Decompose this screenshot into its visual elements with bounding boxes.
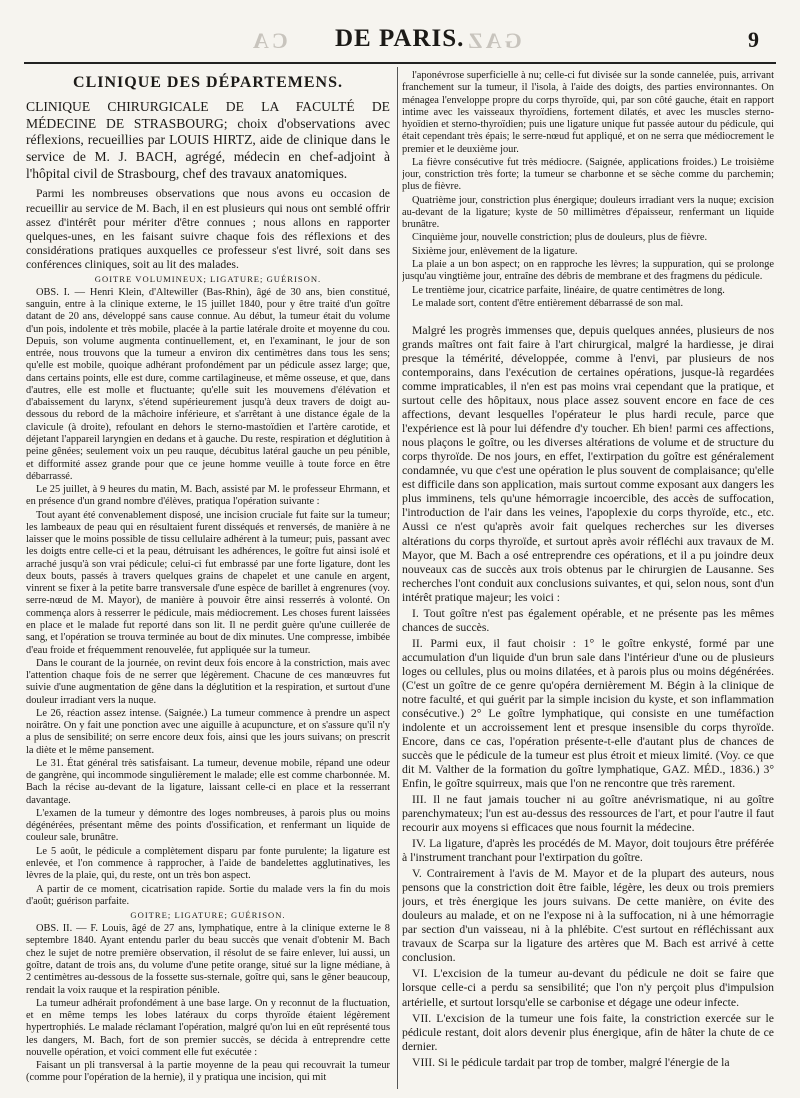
left-column xyxy=(26,70,390,1092)
conclusion-item: I. Tout goître n'est pas également opérable, et ne présente pas les mêmes chances de succès. xyxy=(402,606,774,634)
column-divider xyxy=(397,67,398,1089)
paragraph: Sixième jour, enlèvement de la ligature. xyxy=(412,245,578,257)
intro-paragraph: Parmi les nombreuses observations que nous avons eu occasion de recueillir au service de M. Bach, il en est plusieurs qui nous ont semblé offrir assez d'intérêt pour mériter d'être connues ; nous allons en rapporter quelques-unes, en les faisant suivre chaque fois des réflexions et des considérations pratiques auxquelles ce professeur s'est livré, soit dans ses conférences cliniques, soit au lit des malades. xyxy=(26,187,390,271)
paragraph: Le trentième jour, cicatrice parfaite, linéaire, de quatre centimètres de long. xyxy=(412,284,725,296)
paragraph: Le 31. État général très satisfaisant. La tumeur, devenue mobile, répand une odeur de gangrène, qui incommode singulièrement le malade; elle est comme charbonnée. M. Bach la récise au-devant de la ligature, laissant celle-ci en place et la resserrant davantage. xyxy=(26,757,390,806)
paragraph: Quatrième jour, constriction plus énergique; douleurs irradiant vers la nuque; excision au-devant de la ligature; kyste de 50 millimètres d'épaisseur, renfermant un liquide brunâtre. xyxy=(402,194,774,231)
paragraph: Cinquième jour, nouvelle constriction; plus de douleurs, plus de fièvre. xyxy=(412,232,708,244)
conclusion-item: IV. La ligature, d'après les procédés de M. Mayor, doit toujours être préférée à l'instrument tranchant pour l'extirpation du goître. xyxy=(402,837,774,865)
header-rule xyxy=(24,62,776,64)
running-title: DE PARIS. xyxy=(335,25,465,52)
conclusion-item: VII. L'excision de la tumeur une fois faite, la constriction exercée sur le pédicule restant, doit alors devenir plus énergique, afin de hâter la chute de ce dernier. xyxy=(402,1011,774,1053)
paragraph: Le malade sort, content d'être entièrement débarrassé de son mal. xyxy=(412,297,684,309)
paragraph: Le 5 août, le pédicule a complètement disparu par fonte purulente; la ligature est enlevée, et l'on commence à rapprocher, à l'aide de bandelettes agglutinatives, les lèvres de la plaie, qui, du reste, ont un très bon aspect. xyxy=(26,845,390,882)
show-through-text-right: GAZ xyxy=(465,28,522,53)
conclusion-item: II. Parmi eux, il faut choisir : 1° le goître enkysté, formé par une accumulation d'un liquide d'un brun sale dans l'intérieur d'une ou de plusieurs loges ou cellules, plus ou moins dilatées, et à parois plus ou moins dégénérées. (C'est un goître de ce genre qu'opéra dernièrement M. Bégin à la clinique de notre faculté, et qui guérit par la simple incision du kyste, et son inflammation consécutive.) 2° Le goître lymphatique, qui consiste en une tuméfaction indolente et un accroissement lent et presque insensible du corps thyroïde. Encore, dans ce cas, l'opération présente-t-elle d'autant plus de chances de succès que le pédicule de la tumeur est plus étroit et mieux limité. (Voy. ce que dit M. Valther de la formation du goître lymphatique, GAZ. MÉD., 1836.) 3° Enfin, le goître squirreux, mais que l'on ne rencontre que très rarement. xyxy=(402,636,774,791)
case-subheading: GOITRE VOLUMINEUX; LIGATURE; GUÉRISON. xyxy=(94,273,322,284)
right-column xyxy=(402,70,774,1092)
paragraph: A partir de ce moment, cicatrisation rapide. Sortie du malade vers la fin du mois d'août; guérison parfaite. xyxy=(26,883,390,907)
paragraph: La plaie a un bon aspect; on en rapproche les lèvres; la suppuration, qui se prolonge jusqu'au vingtième jour, entraîne des débris de membrane et des fragmens du pédicule. xyxy=(402,258,774,283)
conclusion-item: VIII. Si le pédicule tardait par trop de tomber, malgré l'énergie de la xyxy=(412,1055,730,1069)
reflection-paragraph: Malgré les progrès immenses que, depuis quelques années, plusieurs de nos grands maîtres ont fait faire à l'art chirurgical, malgré la hardiesse, je dirai presque la témérité, développée, comme à l'envi, par plusieurs de nos contemporains, dans l'exécution de certaines opérations, jusque-là regardées comme impraticables, il n'en est pas moins vrai cependant que la pratique, et surtout celle des hôpitaux, nous place assez souvent encore en face de ces affections, devant lesquelles l'opérateur le plus hardi recule, parce que l'expérience est là pour lui défendre d'y toucher. Eh bien! parmi ces affections, nous plaçons le goître, ou les diverses altérations de volume et de structure du corps thyroïde. De nos jours, en effet, l'extirpation du goître est généralement condamnée, vu que c'est une opération le plus souvent de complaisance; qu'elle est difficile dans son application, mais surtout comme exposant aux dangers les plus imminens, tels qu'une hémorragie incoercible, des accès de suffocation, l'introduction de l'air dans les veines, l'apoplexie du corps thyroïde, etc., etc. Aussi ce n'est qu'après avoir fait quelques recherches sur les diverses altérations du corps thyroïde, et surtout après avoir réfléchi aux travaux de M. Mayor, que M. Bach a osé entreprendre ces opérations, et il a pu joindre deux nouveaux cas de succès aux trois obtenus par le chirurgien de Lausanne. Ses recherches l'ont conduit aux conclusions suivantes, et qui, selon nous, sont d'un intérêt pratique majeur; les voici : xyxy=(402,324,774,604)
paragraph: Dans le courant de la journée, on revint deux fois encore à la constriction, mais avec l'attention chaque fois de ne serrer que légèrement. Chacune de ces manœuvres fut suivie d'une augmentation de gêne dans la déglutition et la respiration, et surtout d'une douleur irradiant vers la nuque. xyxy=(26,657,390,706)
paragraph: OBS. I. — Henri Klein, d'Altewiller (Bas-Rhin), âgé de 30 ans, bien constitué, sanguin, entre à la clinique externe, le 15 juillet 1840, pour y être traité d'un goître datant de 20 ans, développé sans cause connue. Au début, la tumeur était du volume d'un pois, indolente et très mobile, placée à la partie latérale droite et moyenne du cou. Depuis, son volume augmenta continuellement, et, en l'examinant, le jour de son entrée, nous trouvons que la tumeur a environ dix centimètres dans tous les sens; qu'elle est mobile, quoique adhérant profondément par un pédicule assez large; que, dans certains points, elle est dure, comme cartilagineuse, et même osseuse, et que, dans d'autres, elle est molle et fluctuante; qu'elle suit les mouvemens d'élévation et d'abaissement du larynx, s'étend supérieurement jusqu'à deux travers de doigt au-dessous du rebord de la mâchoire inférieure, et s'arrêtant à une distance égale de la clavicule (à droite), refoulant en dehors le sterno-mastoïdien et l'artère carotide, et déjetant l'appareil laryngien en dedans et à gauche. Du reste, respiration et déglutition à peine gênées; seulement voix un peu rauque, décubitus latéral gauche un peu pénible, et difformité assez grande pour que ce jeune homme veuille à toute force en être débarrassé. xyxy=(26,286,390,482)
conclusion-item: VI. L'excision de la tumeur au-devant du pédicule ne doit se faire que lorsque celle-ci a perdu sa sensibilité; que l'on n'y perçoit plus d'impulsion artérielle, et surtout lorsqu'elle se carbonise et dégage une odeur infecte. xyxy=(402,967,774,1009)
paragraph: l'aponévrose superficielle à nu; celle-ci fut divisée sur la sonde cannelée, puis, arrivant franchement sur la tumeur, il l'isola, à l'aide des doigts, des parties environnantes. On ménagea l'enveloppe propre du corps thyroïde, qui, par son côté gauche, était en rapport intime avec les vaisseaux thyroïdiens, fortement dilatés, et avec les muscles sterno-hyoïdien et sterno-thyroïdien; puis une ligature unique fut passée autour du pédicule, qui était cependant très épais; le serre-nœud fut appliqué, et on ne serra que médiocrement le premier et le deuxième jour. xyxy=(402,70,774,155)
page-number: 9 xyxy=(748,27,759,52)
paragraph: Faisant un pli transversal à la partie moyenne de la peau qui recouvrait la tumeur (comme pour l'opération de la hernie), il y pratiqua une incision, qui mit xyxy=(26,1060,390,1084)
conclusion-item: III. Il ne faut jamais toucher ni au goître anévrismatique, ni au goître parenchymateux; l'un est au-dessus des ressources de l'art, et pour l'autre il faut recourir aux moyens si efficaces que nous fournit la médecine. xyxy=(402,793,774,835)
page-header xyxy=(0,22,800,62)
case-subheading: GOITRE; LIGATURE; GUÉRISON. xyxy=(130,910,286,921)
paragraph: La tumeur adhérait profondément à une base large. On y reconnut de la fluctuation, et en même temps les lobes latéraux du corps thyroïde étaient légèrement hypertrophiés. Le malade réclamant l'opération, malgré qu'on lui en eût représenté tous les dangers, M. Bach, fort de son premier succès, se décida à entreprendre cette nouvelle opération, et voici comment elle fut exécutée : xyxy=(26,997,390,1058)
show-through-text-left: CA xyxy=(250,28,288,53)
section-title: CLINIQUE DES DÉPARTEMENS. xyxy=(73,74,343,91)
paragraph: Le 26, réaction assez intense. (Saignée.) La tumeur commence à prendre un aspect noirâtre. On y fait une ponction avec une aiguille à acupuncture, et on s'assure qu'il n'y a plus de sensibilité; on serre encore deux fois, ainsi que les jours suivans; on prescrit la diète et le même pansement. xyxy=(26,707,390,756)
paragraph: L'examen de la tumeur y démontre des loges nombreuses, à parois plus ou moins dégénérées, présentant même des points d'ossification, et renfermant un liquide de couleur sale, brunâtre. xyxy=(26,807,390,844)
paragraph: OBS. II. — F. Louis, âgé de 27 ans, lymphatique, entre à la clinique externe le 8 septembre 1840. Ayant entendu parler du beau succès que venait d'obtenir M. Bach chez le sujet de notre première observation, il résolut de se faire enlever, lui aussi, un goître, datant de trois ans, du volume d'une petite orange, situé sur la ligne médiane, à 2 centimètres au-dessous de la fossette sus-sternale, goître qui, sans le gêner beaucoup, rendait la voix rauque et la respiration pénible. xyxy=(26,923,390,996)
paragraph: La fièvre consécutive fut très médiocre. (Saignée, applications froides.) Le troisième jour, constriction très forte; la tumeur se charbonne et se sèche comme du parchemin; plus de fièvre. xyxy=(402,156,774,193)
paragraph: Le 25 juillet, à 9 heures du matin, M. Bach, assisté par M. le professeur Ehrmann, et en présence d'un grand nombre d'élèves, pratiqua l'opération suivante : xyxy=(26,484,390,508)
paragraph: Tout ayant été convenablement disposé, une incision cruciale fut faite sur la tumeur; les lambeaux de peau qui en résultaient furent disséqués et renversés, de manière à ne laisser que le moins possible de tissu cellulaire adhérent à la tumeur; puis, passant avec les doigts entre celle-ci et la peau, détruisant les adhérences, le goître fut ainsi isolé et arraché jusqu'à son vrai pédicule; celui-ci fut embrassé par une forte ligature, dont les deux bouts, passés à travers quelques grains de chapelet et une canule en argent, vinrent se fixer à la petite barre transversale d'une espèce de barillet à engrenures (voy. serre-nœud de M. Mayor), de manière à pouvoir être ainsi resserrés à volonté. On commença alors à resserrer le pédicule, mais médiocrement. Les choses furent laissées en place et le malade fut reporté dans son lit. Il ne perdit guère qu'une cuillerée de sang, et l'opération se trouva terminée au bout de dix minutes. Une compresse, imbibée d'eau froide et fréquemment renouvelée, fut appliquée sur la tumeur. xyxy=(26,509,390,656)
conclusion-item: V. Contrairement à l'avis de M. Mayor et de la plupart des auteurs, nous pensons que la constriction doit être faible, légère, les deux ou trois premiers jours, et très énergique les jours suivans. De cette manière, on évite des douleurs au malade, et on ne l'expose ni à la suffocation, ni à une hémorragie par section d'un vaisseau, ni à la phlébite. C'est surtout en réfléchissant aux travaux de Scarpa sur la ligature des artères que M. Bach est arrivé à cette conclusion. xyxy=(402,867,774,965)
article-heading: CLINIQUE CHIRURGICALE DE LA FACULTÉ DE MÉDECINE DE STRASBOURG; choix d'observations avec réflexions, recueillies par LOUIS HIRTZ, aide de clinique dans le service de M. J. BACH, agrégé, médecin en chef-adjoint à l'hôpital civil de Strasbourg, chef des travaux anatomiques. xyxy=(26,98,390,181)
